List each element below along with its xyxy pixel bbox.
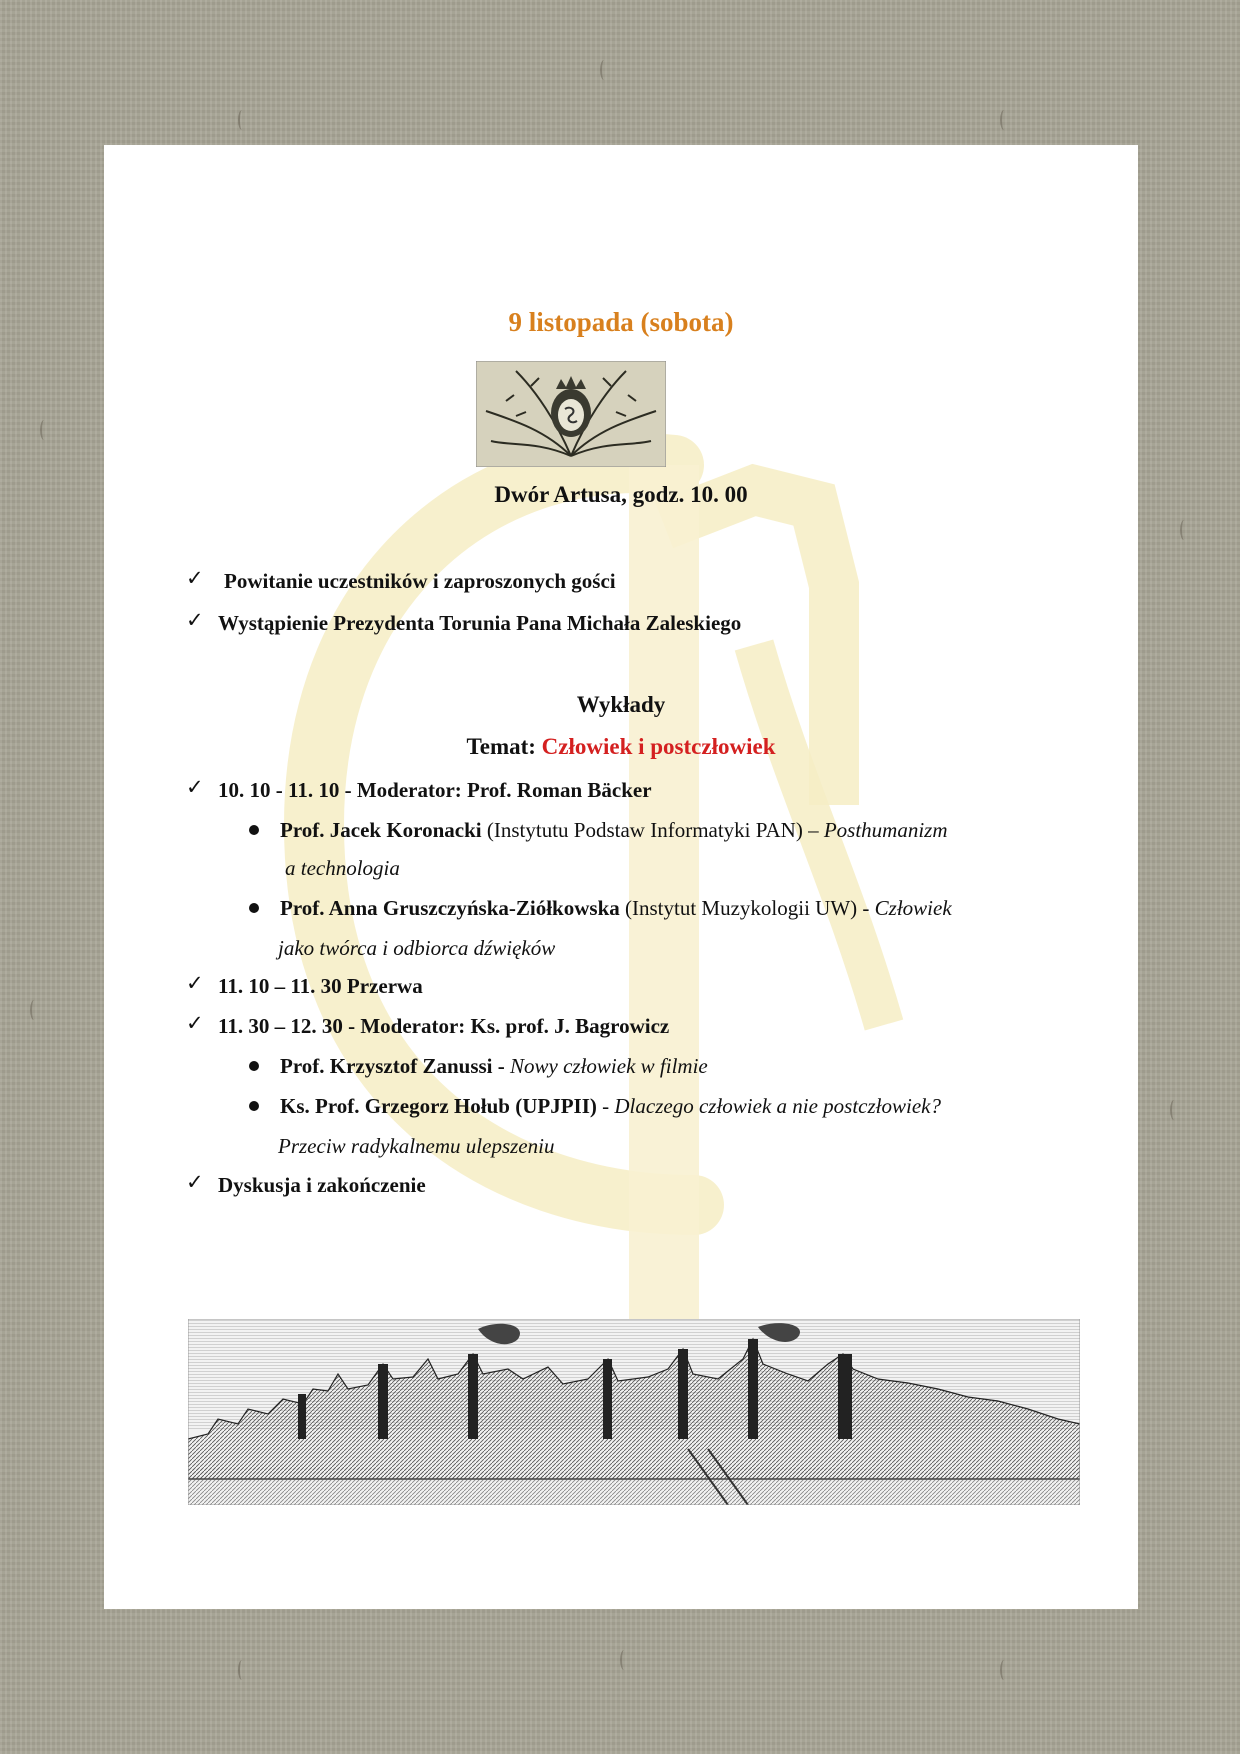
topic-value: Człowiek i postczłowiek: [541, 734, 776, 759]
lecture-title-continued: a technologia: [285, 856, 400, 880]
venue-and-time: Dwór Artusa, godz. 10. 00: [494, 482, 748, 507]
session-header: 11. 30 – 12. 30 - Moderator: Ks. prof. J. Bagrowicz: [218, 1014, 670, 1038]
speaker-institution: (Instytut Muzykologii UW) -: [619, 896, 875, 920]
lecture-item: [280, 816, 948, 844]
lecture-item: [280, 1092, 941, 1120]
check-icon: ✓: [186, 608, 204, 632]
lecture-title: Nowy człowiek w filmie: [510, 1054, 708, 1078]
check-icon: ✓: [186, 1170, 204, 1194]
lecture-item: [280, 1052, 708, 1080]
check-icon: ✓: [186, 1011, 204, 1035]
date-title: 9 listopada (sobota): [508, 307, 734, 337]
session-header: 10. 10 - 11. 10 - Moderator: Prof. Roman Bäcker: [218, 778, 652, 802]
program-page: [104, 145, 1138, 1609]
bullet-icon: [249, 825, 259, 835]
title-separator: -: [596, 1094, 615, 1118]
speaker-name: Prof. Jacek Koronacki: [280, 818, 482, 842]
lecture-title: Dlaczego człowiek a nie postczłowiek?: [614, 1094, 941, 1118]
opening-item: Wystąpienie Prezydenta Torunia Pana Michała Zaleskiego: [218, 611, 742, 635]
bullet-icon: [249, 903, 259, 913]
opening-item: Powitanie uczestników i zaproszonych gości: [224, 569, 616, 593]
bullet-icon: [249, 1101, 259, 1111]
speaker-institution: (Instytutu Podstaw Informatyki PAN) –: [481, 818, 824, 842]
lecture-title: Człowiek: [874, 896, 952, 920]
lecture-title: Posthumanizm: [823, 818, 948, 842]
check-icon: ✓: [186, 971, 204, 995]
check-icon: ✓: [186, 775, 204, 799]
topic-label: Temat:: [466, 734, 542, 759]
city-panorama-engraving: [188, 1319, 1080, 1505]
speaker-name: Ks. Prof. Grzegorz Hołub (UPJPII): [280, 1094, 597, 1118]
speaker-name: Prof. Anna Gruszczyńska-Ziółkowska: [280, 896, 620, 920]
closing-item: Dyskusja i zakończenie: [218, 1173, 426, 1197]
bullet-icon: [249, 1061, 259, 1071]
check-icon: ✓: [186, 566, 204, 590]
coat-of-arms-emblem: [476, 361, 666, 467]
lecture-title-continued: jako twórca i odbiorca dźwięków: [278, 936, 556, 960]
section-title: Wykłady: [576, 692, 666, 717]
break-item: 11. 10 – 11. 30 Przerwa: [218, 974, 423, 998]
topic-line: [104, 734, 1138, 760]
speaker-name: Prof. Krzysztof Zanussi -: [280, 1054, 511, 1078]
lecture-title-continued: Przeciw radykalnemu ulepszeniu: [278, 1134, 555, 1158]
lecture-item: [280, 894, 952, 922]
